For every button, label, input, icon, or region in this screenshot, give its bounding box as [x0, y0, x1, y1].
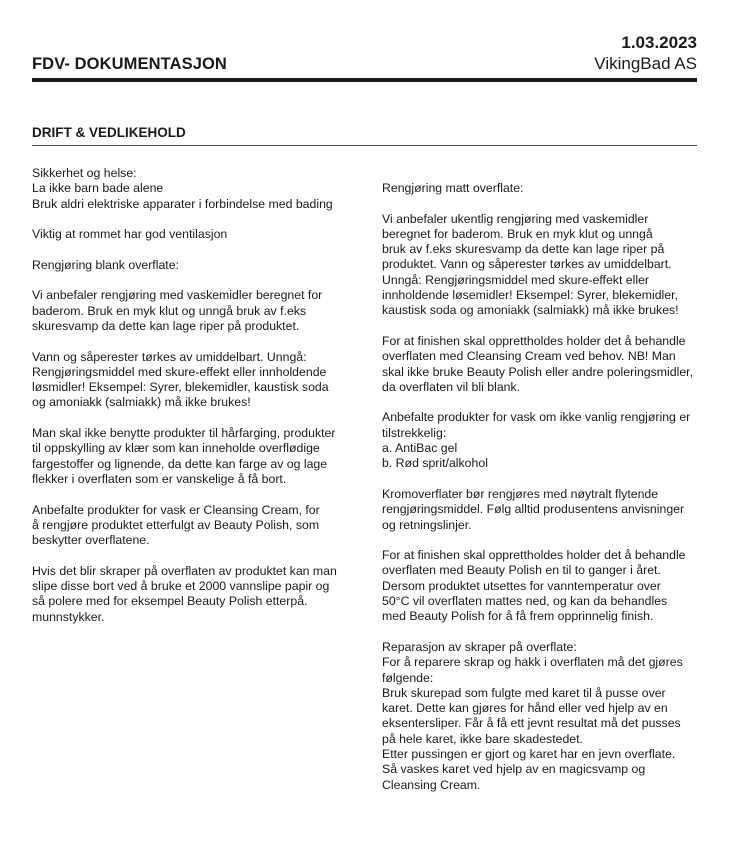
scratch-paragraph: Hvis det blir skraper på overflaten av produktet kan man slipe disse bort ved å bruke et 2000 vannslipe papir og så polere med for eksempel Beauty Polish etterpå. munnstykker. [32, 563, 337, 624]
ventilation-paragraph: Viktig at rommet har god ventilasjon [32, 227, 228, 242]
finish-maintenance-paragraph: For at finishen skal opprettholdes holder det å behandle overflaten med Beauty Polish en til to ganger i året. Dersom produktet utsettes for vanntemperatur over 50°C vil overflaten mattes ned, og kan da behandles med Beauty Polish for å få frem opprinnelig finish. [382, 548, 686, 624]
chrome-paragraph: Kromoverflater bør rengjøres med nøytralt flytende rengjøringsmiddel. Følg alltid produsentens anvisninger og retningslinjer. [382, 486, 685, 532]
right-column [382, 181, 700, 793]
left-column [32, 166, 350, 625]
recommended-products-matte-paragraph: Anbefalte produkter for vask om ikke vanlig rengjøring er tilstrekkelig: a. AntiBac gel b. Rød sprit/alkohol [382, 410, 691, 471]
section-title: DRIFT & VEDLIKEHOLD [32, 125, 186, 140]
hair-dye-paragraph: Man skal ikke benytte produkter til hårfarging, produkter til oppskylling av klær som kan inneholde overflødige fargestoffer og lignende, da dette kan farge av og lage flekker i overflaten som er vanskelige å få bort. [32, 426, 336, 486]
section-divider [32, 145, 697, 146]
matte-cleaning-heading: Rengjøring matt overflate: [382, 181, 524, 195]
document-header [32, 33, 697, 83]
document-title: FDV- DOKUMENTASJON [32, 55, 227, 73]
repair-paragraph: Reparasjon av skraper på overflate: For å reparere skrap og hakk i overflaten må det gjøres følgende: Bruk skurepad som fulgte med karet til å pusse over karet. Dette kan gjøres for hånd eller ved hjelp av en eksentersliper. Får å få ett jevnt resultat må det pusses på hele karet, ikke bare skadestedet. Etter pussingen er gjort og karet har en jevn overflate. Så vaskes karet ved hjelp av en magicsvamp og Cleansing Cream. [382, 639, 683, 792]
matte-finish-paragraph: For at finishen skal opprettholdes holder det å behandle overflaten med Cleansing Cream ved behov. NB! Man skal ikke bruke Beauty Polish eller andre poleringsmidler, da overflaten vil bli blank. [382, 333, 693, 394]
header-divider [32, 78, 697, 82]
glossy-cleaning-paragraph: Vi anbefaler rengjøring med vaskemidler beregnet for baderom. Bruk en myk klut og unngå bruk av f.eks skuresvamp da dette kan lage riper på produktet. [32, 288, 323, 333]
safety-paragraph: Sikkerhet og helse: La ikke barn bade alene Bruk aldri elektriske apparater i forbindelse med bading [32, 166, 333, 211]
soap-residue-paragraph: Vann og såperester tørkes av umiddelbart. Unngå: Rengjøringsmiddel med skure-effekt eller innholdende løsmidler! Eksempel: Syrer, blekemidler, kaustisk soda og amoniakk (salmiakk) må ikke brukes! [32, 349, 329, 410]
company-name: VikingBad AS [594, 54, 697, 73]
glossy-cleaning-heading: Rengjøring blank overflate: [32, 257, 179, 272]
matte-cleaning-paragraph: Vi anbefaler ukentlig rengjøring med vaskemidler beregnet for baderom. Bruk en myk klut og unngå bruk av f.eks skuresvamp da dette kan lage riper på produktet. Vann og såperester tørkes av umiddelbart. Unngå: Rengjøringsmiddel med skure-effekt eller innholdende løsemidler! Eksempel: Syrer, blekemidler, kaustisk soda og amoniakk (salmiakk) må ikke brukes! [382, 211, 679, 318]
recommended-products-paragraph: Anbefalte produkter for vask er Cleansing Cream, for å rengjøre produktet etterfulgt av Beauty Polish, som beskytter overflatene. [32, 502, 320, 548]
document-date: 1.03.2023 [621, 33, 697, 52]
